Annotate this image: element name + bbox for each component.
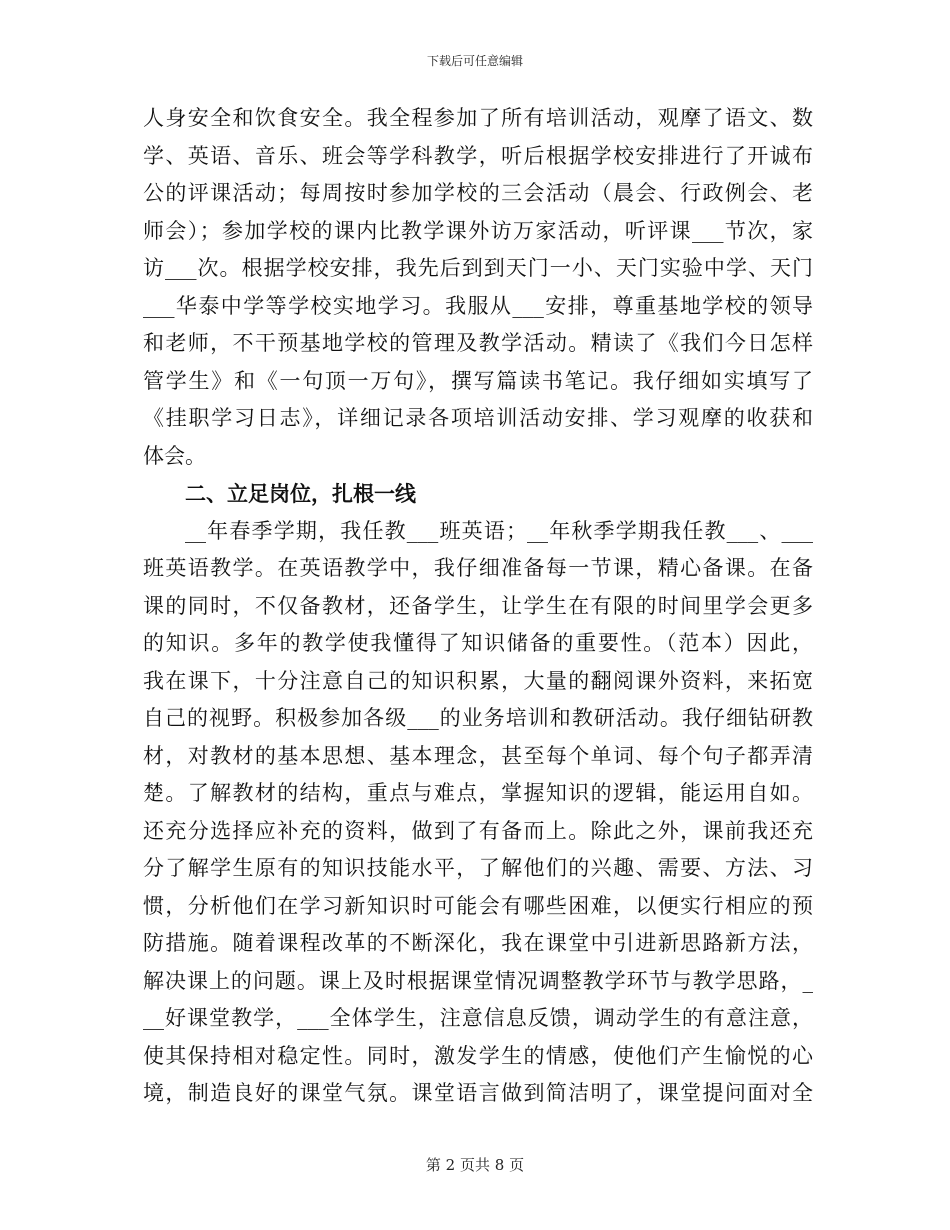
body-line: 我在课下，十分注意自己的知识积累，大量的翻阅课外资料，来拓宽 (143, 668, 813, 693)
body-line: 自己的视野。积极参加各级___的业务培训和教研活动。我仔细钻研教 (143, 706, 813, 730)
document-body (143, 100, 813, 1113)
page-header: 下载后可任意编辑 (426, 54, 523, 68)
body-line: 体会。 (143, 443, 206, 468)
body-line: 还充分选择应补充的资料，做到了有备而上。除此之外，课前我还充 (143, 818, 813, 843)
body-line: 班英语教学。在英语教学中，我仔细准备每一节课，精心备课。在备 (143, 556, 813, 580)
body-line: 《挂职学习日志》，详细记录各项培训活动安排、学习观摩的收获和 (143, 406, 813, 430)
page-footer: 第 2 页共 8 页 (425, 1156, 525, 1174)
body-line: 人身安全和饮食安全。我全程参加了所有培训活动，观摩了语文、数 (143, 106, 813, 130)
body-line: 解决课上的问题。课上及时根据课堂情况调整教学环节与教学思路，_ (143, 968, 813, 993)
body-line: 分了解学生原有的知识技能水平，了解他们的兴趣、需要、方法、习 (143, 856, 813, 880)
body-line: 公的评课活动；每周按时参加学校的三会活动（晨会、行政例会、老 (143, 181, 813, 205)
body-line: 防措施。随着课程改革的不断深化，我在课堂中引进新思路新方法， (143, 931, 813, 955)
body-line: ___华泰中学等学校实地学习。我服从___安排，尊重基地学校的领导 (143, 293, 813, 318)
body-line: 学、英语、音乐、班会等学科教学，听后根据学校安排进行了开诚布 (143, 143, 813, 168)
body-line: 和老师，不干预基地学校的管理及教学活动。精读了《我们今日怎样 (143, 331, 813, 355)
body-line: 访___次。根据学校安排，我先后到到天门一小、天门实验中学、天门 (143, 256, 813, 280)
section-heading: 二、立足岗位，扎根一线 (185, 481, 416, 506)
body-line: 师会）；参加学校的课内比教学课外访万家活动，听评课___节次，家 (143, 218, 813, 243)
body-line: 惯，分析他们在学习新知识时可能会有哪些困难，以便实行相应的预 (143, 893, 813, 918)
body-line: 使其保持相对稳定性。同时，激发学生的情感，使他们产生愉悦的心 (143, 1043, 813, 1068)
body-line: 管学生》和《一句顶一万句》，撰写篇读书笔记。我仔细如实填写了 (143, 368, 813, 393)
body-line: __好课堂教学，___全体学生，注意信息反馈，调动学生的有意注意， (143, 1006, 813, 1030)
body-line: 境，制造良好的课堂气氛。课堂语言做到简洁明了，课堂提问面对全 (143, 1081, 813, 1105)
body-line: __年春季学期，我任教___班英语；__年秋季学期我任教___、___ (185, 518, 813, 543)
body-line: 材，对教材的基本思想、基本理念，甚至每个单词、每个句子都弄清 (143, 743, 813, 768)
body-line: 课的同时，不仅备教材，还备学生，让学生在有限的时间里学会更多 (143, 593, 813, 618)
body-line: 楚。了解教材的结构，重点与难点，掌握知识的逻辑，能运用自如。 (143, 781, 813, 805)
body-line: 的知识。多年的教学使我懂得了知识储备的重要性。（范本）因此， (143, 631, 813, 655)
